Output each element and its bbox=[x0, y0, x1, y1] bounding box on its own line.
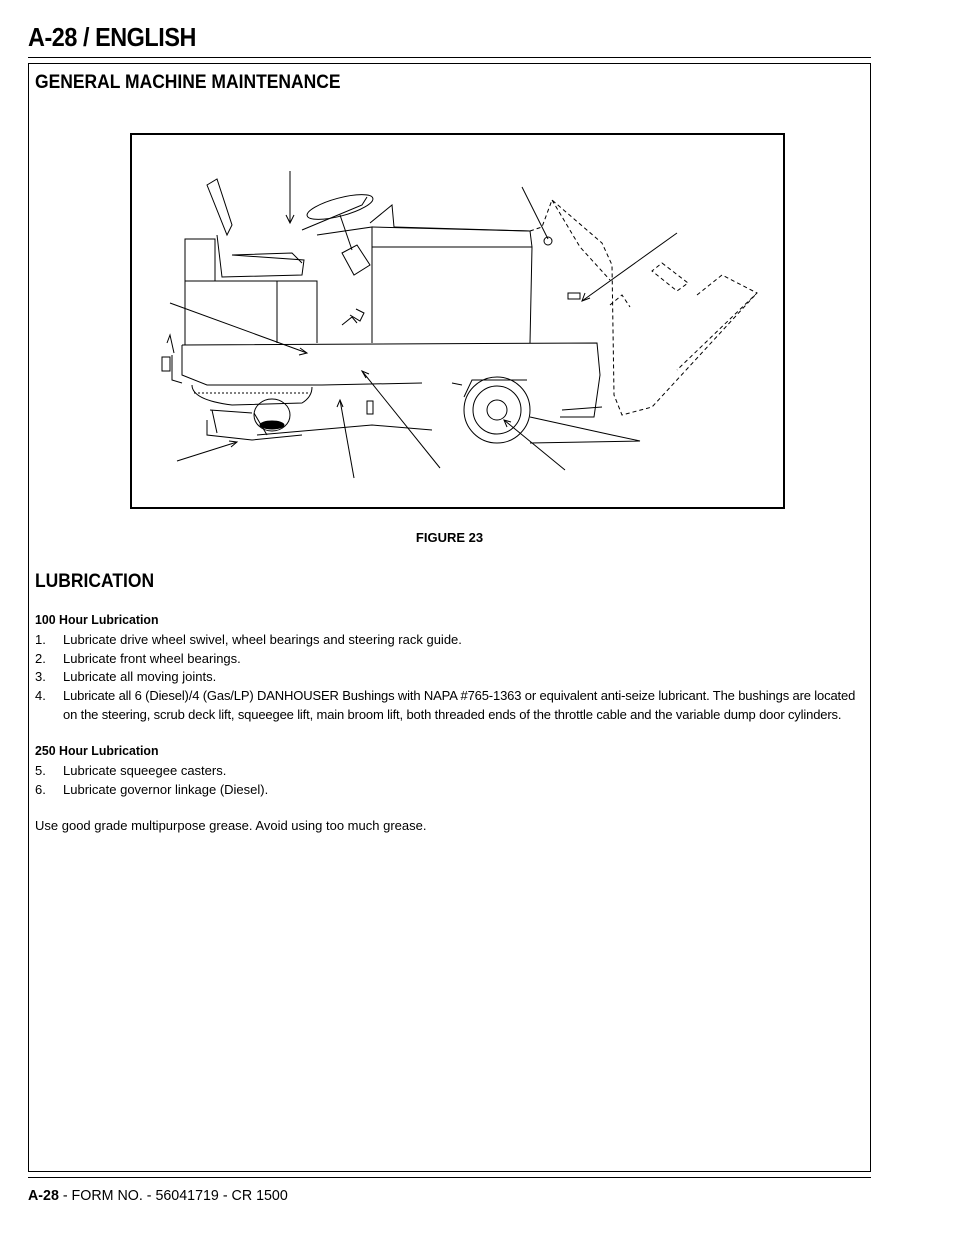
list-item-number: 2. bbox=[35, 651, 46, 666]
lubrication-250-hour-heading: 250 Hour Lubrication bbox=[35, 743, 159, 758]
content-box bbox=[28, 63, 871, 1172]
machine-lubrication-figure bbox=[130, 133, 785, 509]
sweeper-machine-illustration bbox=[132, 135, 787, 511]
lubrication-section-title: LUBRICATION bbox=[35, 571, 155, 592]
list-item-text: Lubricate drive wheel swivel, wheel bearings and steering rack guide. bbox=[63, 632, 462, 647]
footer-form-number: - FORM NO. - 56041719 - CR 1500 bbox=[58, 1187, 288, 1204]
list-item bbox=[35, 630, 865, 649]
list-item-text: Lubricate front wheel bearings. bbox=[63, 651, 241, 666]
list-item bbox=[35, 667, 865, 686]
grease-note: Use good grade multipurpose grease. Avoid using too much grease. bbox=[35, 818, 427, 833]
list-item-text: Lubricate all moving joints. bbox=[63, 669, 217, 684]
list-item-number: 3. bbox=[35, 669, 46, 684]
list-item-number: 4. bbox=[35, 688, 46, 703]
list-item-text: Lubricate squeegee casters. bbox=[63, 763, 227, 778]
footer-rule bbox=[28, 1177, 871, 1178]
list-item-number: 1. bbox=[35, 632, 46, 647]
list-item-text: Lubricate all 6 (Diesel)/4 (Gas/LP) DANHOUSER Bushings with NAPA #765-1363 or equivalent anti-seize lubricant. The bushings are located on the steering, scrub deck lift, squeegee lift, main broom lift, both threaded ends of the throttle cable and the variable dump door cylinders. bbox=[63, 688, 856, 722]
list-item bbox=[35, 686, 865, 724]
maintenance-section-title: GENERAL MACHINE MAINTENANCE bbox=[35, 72, 341, 93]
footer-page-number: A-28 bbox=[28, 1187, 59, 1204]
list-item-text: Lubricate governor linkage (Diesel). bbox=[63, 782, 269, 797]
lubrication-100-hour-heading: 100 Hour Lubrication bbox=[35, 612, 159, 627]
list-item bbox=[35, 649, 865, 668]
list-item bbox=[35, 761, 865, 780]
list-item-number: 5. bbox=[35, 763, 46, 778]
list-item-number: 6. bbox=[35, 782, 46, 797]
header-rule bbox=[28, 57, 871, 58]
page-header-title: A-28 / ENGLISH bbox=[28, 22, 196, 52]
figure-caption: FIGURE 23 bbox=[415, 530, 484, 545]
page-footer bbox=[28, 1187, 288, 1204]
list-item bbox=[35, 780, 865, 799]
